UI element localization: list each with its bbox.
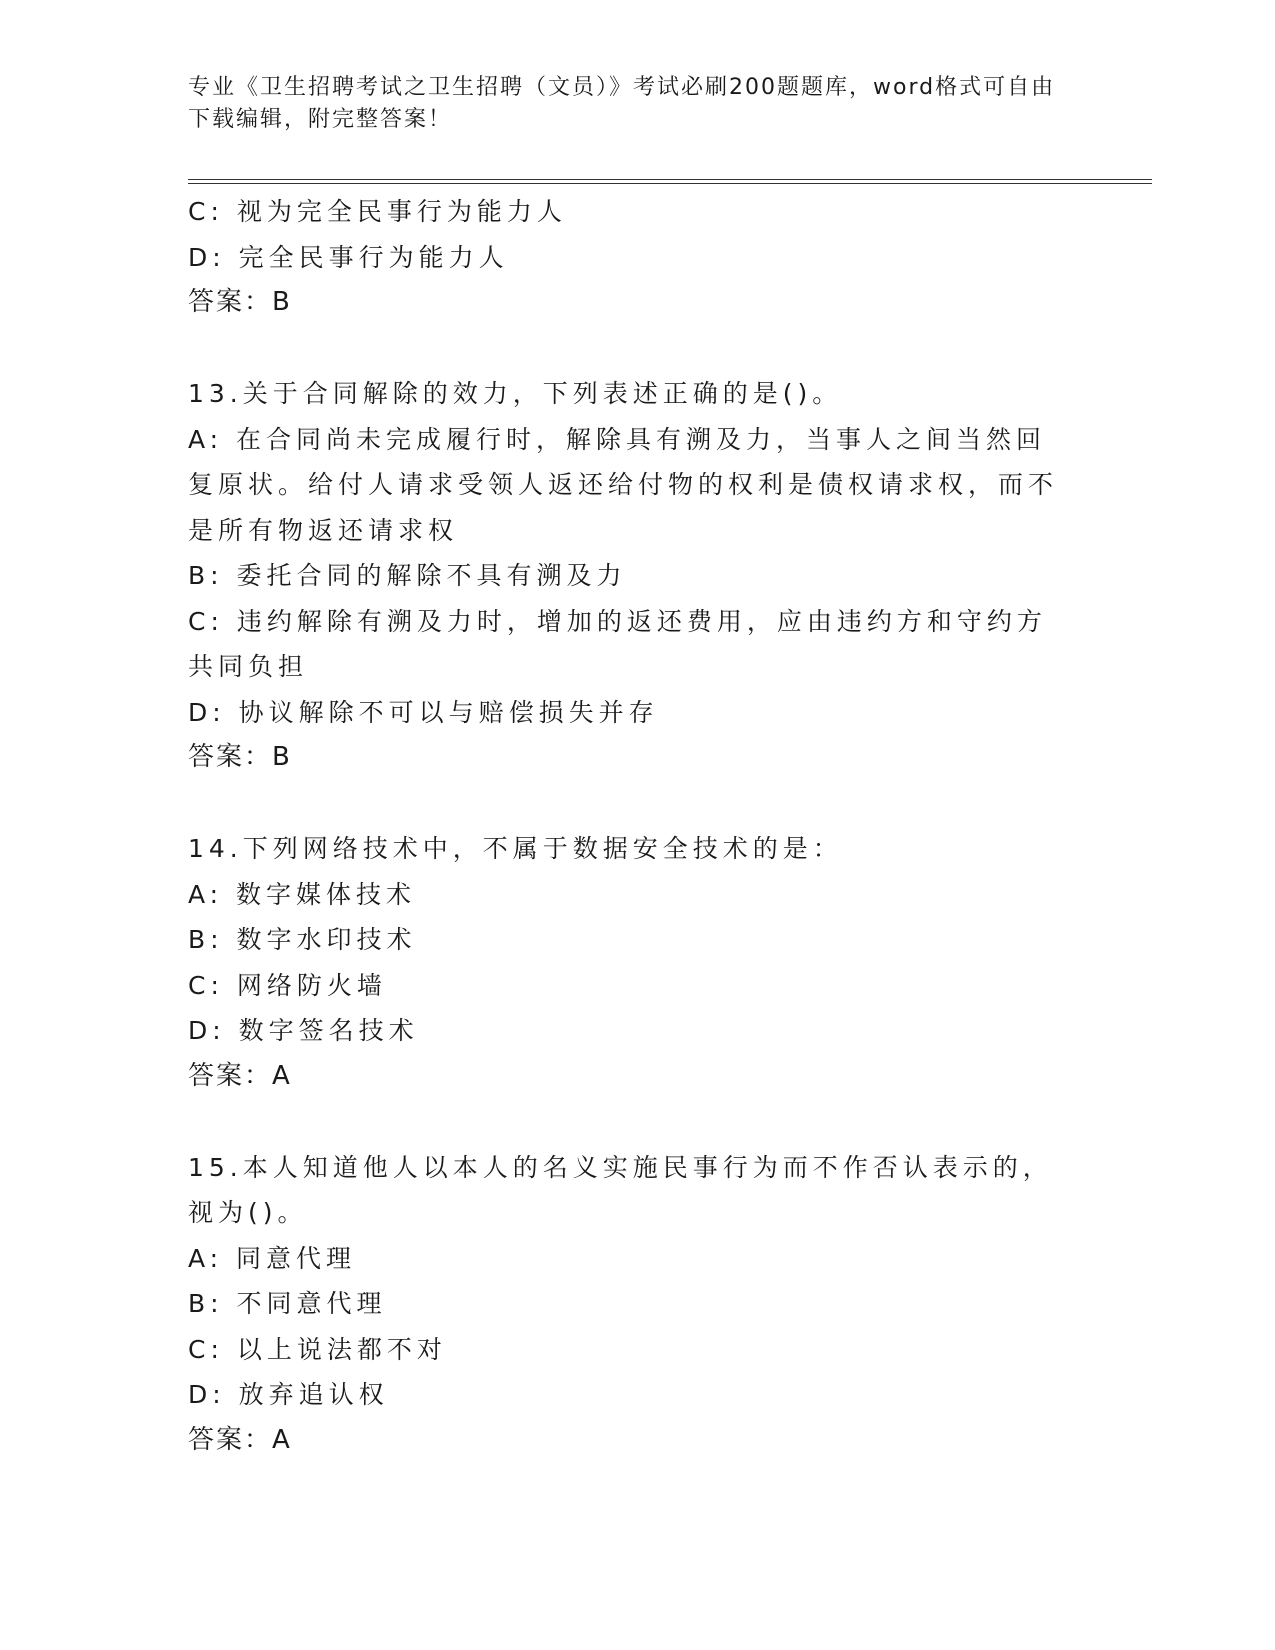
- spacer: [188, 1099, 1068, 1145]
- option-text: 协议解除不可以与赔偿损失并存: [238, 697, 659, 727]
- answer-line: 答案：B: [188, 742, 292, 772]
- question-content: [188, 189, 1068, 1463]
- option-label: C:: [188, 197, 224, 226]
- option-label: B:: [188, 561, 224, 590]
- option-d: [188, 235, 1068, 281]
- option-c: [188, 963, 1068, 1009]
- option-text: 数字媒体技术: [236, 879, 417, 909]
- option-text: 委托合同的解除不具有溯及力: [236, 561, 627, 590]
- option-d: [188, 1008, 1068, 1054]
- question-stem: 14.下列网络技术中，不属于数据安全技术的是：: [188, 834, 843, 863]
- answer-line: 答案：A: [188, 1060, 292, 1091]
- option-text: 完全民事行为能力人: [238, 242, 509, 272]
- carry-over-block: [188, 189, 1068, 326]
- option-a: [188, 872, 1068, 918]
- document-header: 专业《卫生招聘考试之卫生招聘（文员）》考试必刷200题题库，word格式可自由下载编辑，附完整答案！: [188, 75, 1056, 132]
- option-a: [188, 417, 1068, 554]
- option-text: 以上说法都不对: [236, 1334, 447, 1364]
- option-label: C:: [188, 1334, 224, 1364]
- question-14: [188, 826, 1068, 1099]
- spacer: [188, 326, 1068, 372]
- option-text: 数字签名技术: [238, 1016, 419, 1045]
- option-label: C:: [188, 606, 224, 636]
- option-label: B:: [188, 925, 224, 954]
- question-13: [188, 371, 1068, 781]
- option-c: [188, 1327, 1068, 1373]
- option-d: [188, 1372, 1068, 1418]
- option-text: 放弃追认权: [238, 1380, 389, 1409]
- spacer: [188, 781, 1068, 827]
- answer-line: 答案：A: [188, 1424, 292, 1455]
- option-label: D:: [188, 1380, 226, 1409]
- option-label: D:: [188, 242, 226, 272]
- option-text: 数字水印技术: [236, 925, 417, 954]
- option-b: [188, 917, 1068, 963]
- answer-line: 答案：B: [188, 287, 292, 317]
- option-d: [188, 690, 1068, 736]
- question-stem: 13.关于合同解除的效力，下列表述正确的是()。: [188, 379, 843, 408]
- option-label: A:: [188, 424, 224, 454]
- option-label: C:: [188, 970, 224, 1000]
- option-text: 网络防火墙: [236, 970, 387, 1000]
- question-15: [188, 1145, 1068, 1464]
- option-label: B:: [188, 1289, 224, 1318]
- option-c: [188, 189, 1068, 235]
- option-a: [188, 1236, 1068, 1282]
- option-text: 违约解除有溯及力时，增加的返还费用，应由违约方和守约方共同负担: [188, 606, 1047, 681]
- option-text: 视为完全民事行为能力人: [236, 197, 567, 226]
- option-text: 同意代理: [236, 1243, 357, 1273]
- option-c: [188, 599, 1068, 690]
- option-text: 在合同尚未完成履行时，解除具有溯及力，当事人之间当然回复原状。给付人请求受领人返还给付物的权利是债权请求权，而不是所有物返还请求权: [188, 424, 1059, 545]
- option-label: A:: [188, 1243, 224, 1273]
- option-text: 不同意代理: [236, 1289, 387, 1318]
- option-label: D:: [188, 1016, 226, 1045]
- option-label: D:: [188, 697, 226, 727]
- header-divider-top: [188, 179, 1152, 180]
- option-b: [188, 1281, 1068, 1327]
- option-b: [188, 553, 1068, 599]
- option-label: A:: [188, 879, 224, 909]
- header-divider-bottom: [188, 183, 1152, 184]
- question-stem: 15.本人知道他人以本人的名义实施民事行为而不作否认表示的，视为()。: [188, 1152, 1053, 1227]
